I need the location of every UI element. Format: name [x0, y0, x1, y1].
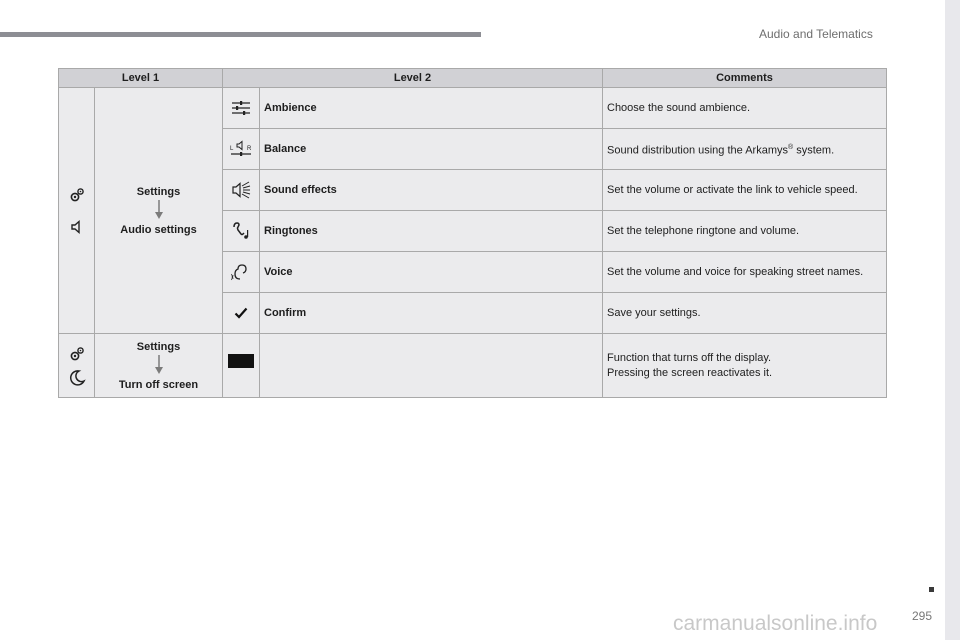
balance-label: Balance — [260, 129, 603, 170]
voice-label: Voice — [260, 252, 603, 293]
balance-comment-tail: system. — [793, 144, 835, 157]
settings-gear-icon — [59, 186, 94, 204]
corner-mark — [929, 587, 934, 592]
col-header-level1: Level 1 — [59, 69, 223, 88]
level1-label-screen — [95, 334, 223, 398]
screen-off-icon — [223, 334, 260, 398]
checkmark-icon — [223, 293, 260, 334]
settings-gear-icon — [59, 345, 94, 363]
col-header-comments: Comments — [603, 69, 887, 88]
sound-effects-icon — [223, 170, 260, 211]
table-row — [59, 334, 887, 398]
balance-comment — [603, 129, 887, 170]
speaker-icon — [59, 218, 94, 236]
voice-comment: Set the volume and voice for speaking street names. — [603, 252, 887, 293]
level1-label-audio — [95, 88, 223, 334]
moon-icon — [59, 369, 94, 387]
level1-icons-screen — [59, 334, 95, 398]
level1-turn-off-screen-label: Turn off screen — [118, 378, 199, 391]
screen-off-comment-line1: Function that turns off the display. — [607, 351, 772, 364]
svg-text:R: R — [247, 146, 252, 152]
col-header-level2: Level 2 — [223, 69, 603, 88]
svg-text:L: L — [230, 146, 234, 152]
level1-audio-settings-label: Audio settings — [120, 223, 197, 236]
balance-comment-text: Sound distribution using the Arkamys — [607, 144, 788, 157]
ambience-label: Ambience — [260, 88, 603, 129]
registered-mark: ® — [788, 143, 794, 151]
confirm-label: Confirm — [260, 293, 603, 334]
level2-empty-cell — [260, 334, 603, 398]
arrow-down-icon — [95, 355, 222, 375]
ringtones-label: Ringtones — [260, 211, 603, 252]
ringtone-icon — [223, 211, 260, 252]
ambience-comment: Choose the sound ambience. — [603, 88, 887, 129]
section-title: Audio and Telematics — [759, 27, 873, 41]
table-header-row — [59, 69, 887, 88]
level1-settings-label: Settings — [136, 185, 181, 198]
arrow-down-icon — [95, 200, 222, 220]
black-screen-icon — [228, 354, 254, 368]
page-number: 295 — [912, 609, 933, 623]
watermark: carmanualsonline.info — [673, 612, 878, 635]
ambience-icon — [223, 88, 260, 129]
screen-off-comment-line2: Pressing the screen reactivates it. — [607, 366, 773, 379]
sound-effects-comment: Set the volume or activate the link to vehicle speed. — [603, 170, 887, 211]
header-rule — [0, 32, 481, 37]
screen-off-comment — [603, 334, 887, 398]
page-edge-strip — [945, 0, 960, 640]
level1-settings-label: Settings — [136, 340, 181, 353]
confirm-comment: Save your settings. — [603, 293, 887, 334]
ringtones-comment: Set the telephone ringtone and volume. — [603, 211, 887, 252]
settings-table — [58, 68, 887, 398]
balance-icon — [223, 129, 260, 170]
sound-effects-label: Sound effects — [260, 170, 603, 211]
voice-icon — [223, 252, 260, 293]
level1-icons-audio — [59, 88, 95, 334]
table-row — [59, 88, 887, 129]
